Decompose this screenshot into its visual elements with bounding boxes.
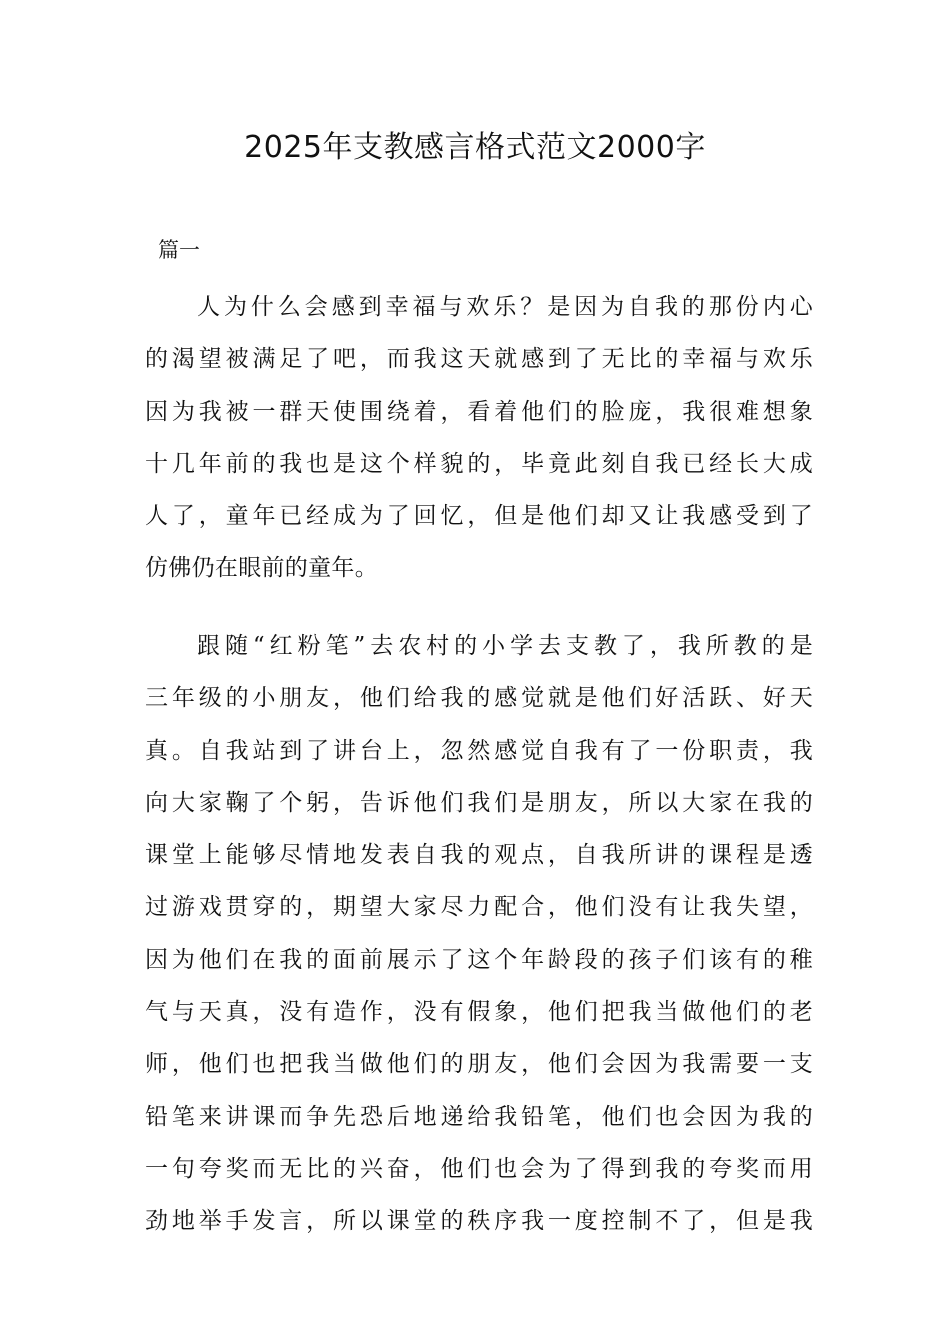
paragraph-line: 劲地举手发言，所以课堂的秩序我一度控制不了，但是我	[145, 1208, 813, 1235]
paragraph-line: 跟随“红粉笔”去农村的小学去支教了，我所教的是	[197, 633, 813, 659]
paragraph-line: 气与天真，没有造作，没有假象，他们把我当做他们的老	[145, 999, 813, 1026]
paragraph-2	[145, 620, 813, 1248]
paragraph-line: 仿佛仍在眼前的童年。	[145, 555, 378, 582]
paragraph-line: 因为他们在我的面前展示了这个年龄段的孩子们该有的稚	[145, 946, 813, 973]
paragraph-line: 因为我被一群天使围绕着，看着他们的脸庞，我很难想象	[145, 398, 813, 425]
paragraph-line: 人为什么会感到幸福与欢乐？是因为自我的那份内心	[197, 294, 813, 320]
paragraph-line: 人了，童年已经成为了回忆，但是他们却又让我感受到了	[145, 503, 813, 530]
paragraph-line: 的渴望被满足了吧，而我这天就感到了无比的幸福与欢乐	[145, 346, 813, 373]
paragraph-line: 师，他们也把我当做他们的朋友，他们会因为我需要一支	[145, 1051, 813, 1078]
paragraph-line: 课堂上能够尽情地发表自我的观点，自我所讲的课程是透	[145, 842, 813, 869]
paragraph-line: 真。自我站到了讲台上，忽然感觉自我有了一份职责，我	[145, 737, 813, 764]
paragraph-line: 向大家鞠了个躬，告诉他们我们是朋友，所以大家在我的	[145, 789, 813, 816]
section-label: 篇一	[158, 238, 200, 262]
paragraph-line: 三年级的小朋友，他们给我的感觉就是他们好活跃、好天	[145, 685, 813, 712]
paragraph-line: 铅笔来讲课而争先恐后地递给我铅笔，他们也会因为我的	[145, 1103, 813, 1130]
paragraph-line: 过游戏贯穿的，期望大家尽力配合，他们没有让我失望，	[145, 894, 813, 921]
paragraph-line: 一句夸奖而无比的兴奋，他们也会为了得到我的夸奖而用	[145, 1155, 813, 1182]
document-title: 2025年支教感言格式范文2000字	[244, 130, 706, 165]
paragraph-1	[145, 281, 813, 595]
paragraph-line: 十几年前的我也是这个样貌的，毕竟此刻自我已经长大成	[145, 450, 813, 477]
